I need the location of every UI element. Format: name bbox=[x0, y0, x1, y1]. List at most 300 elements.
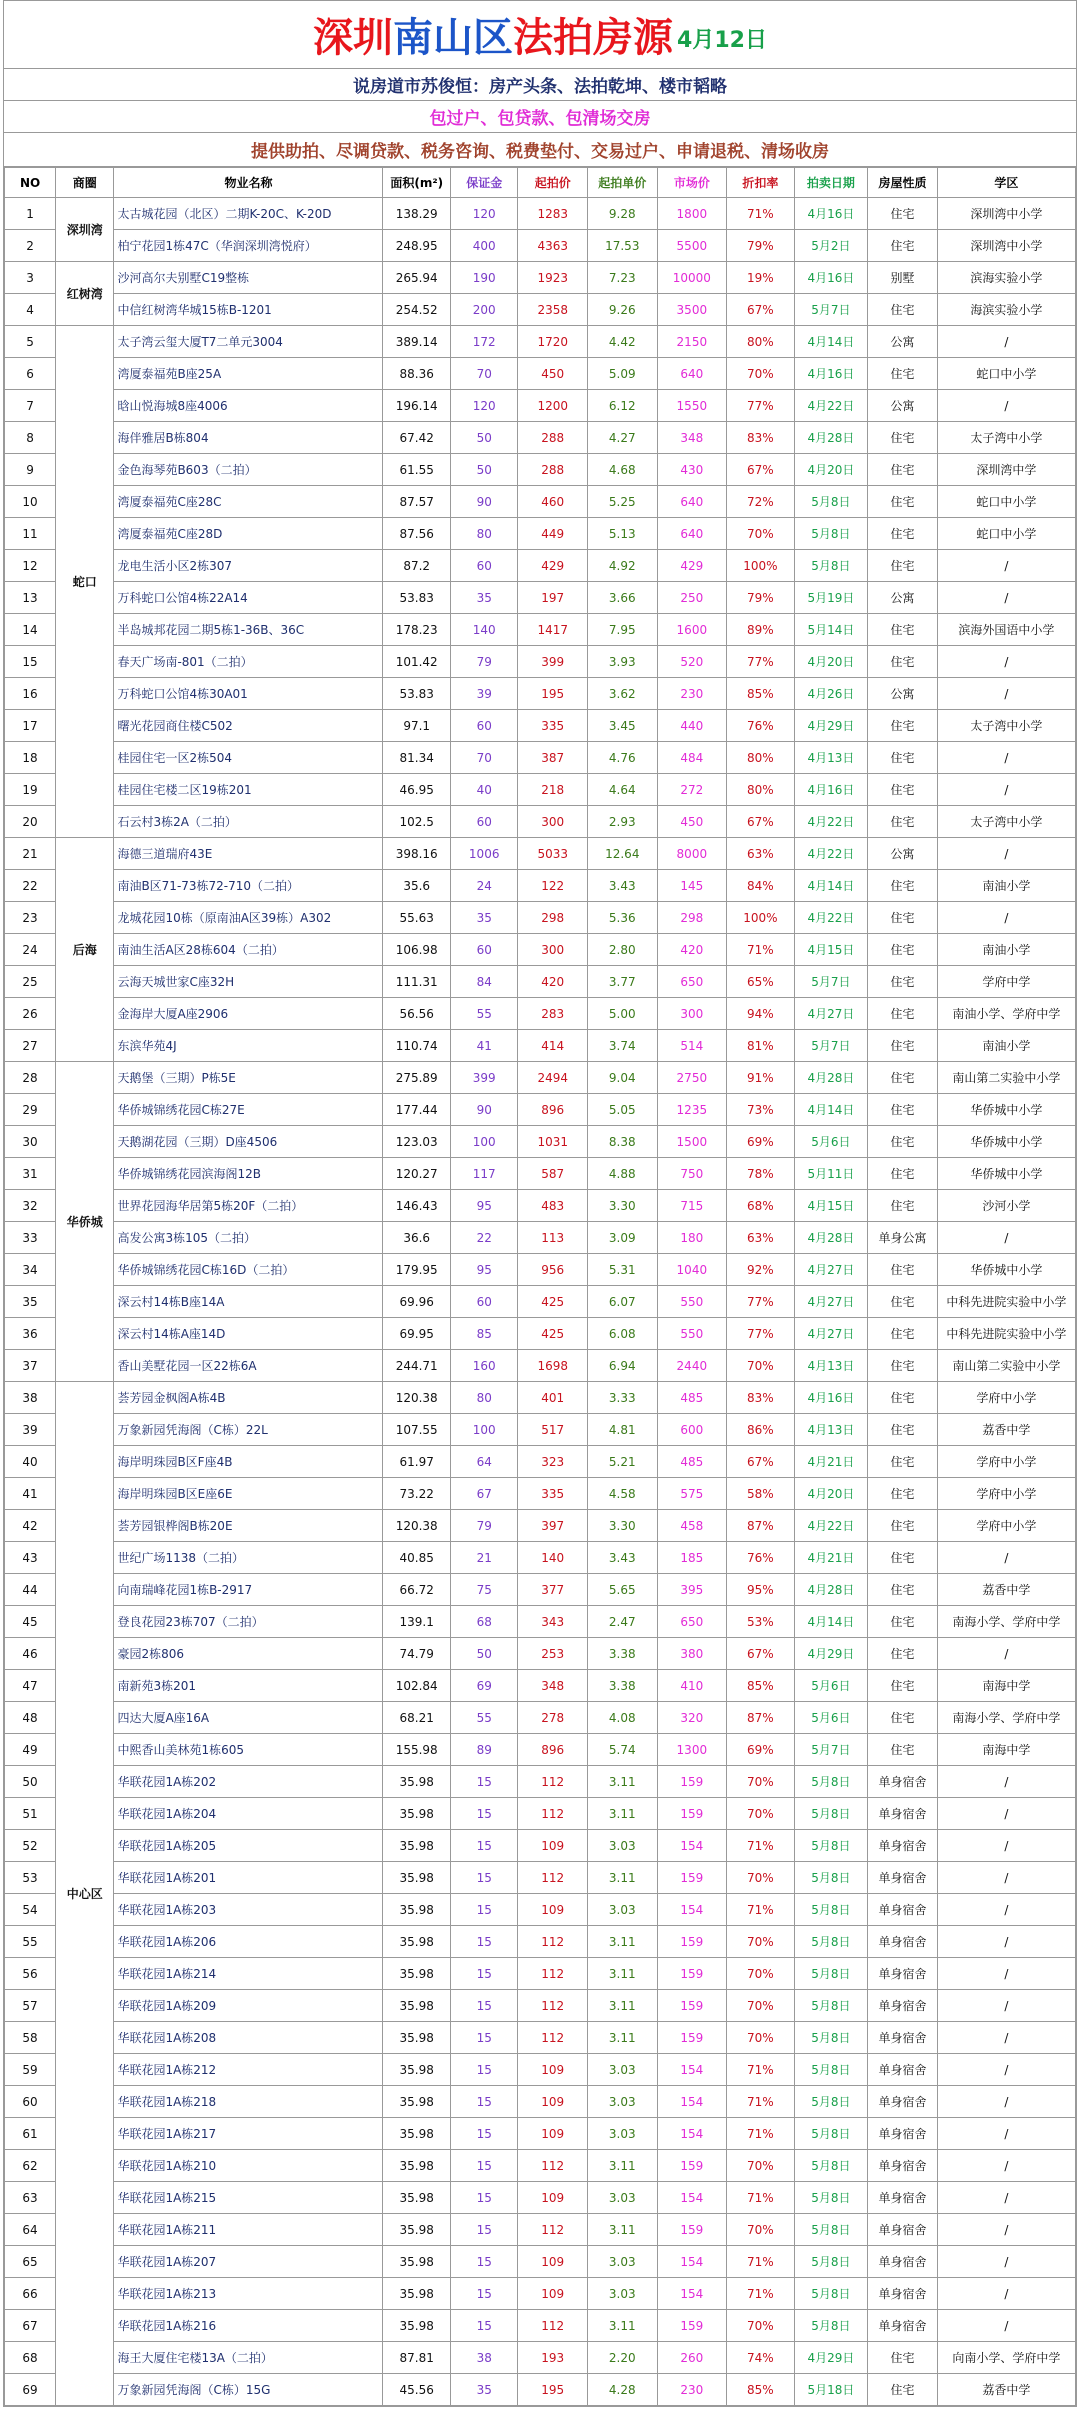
property-type: 单身宿舍 bbox=[868, 1830, 938, 1862]
property-name: 南油B区71-73栋72-710（二拍） bbox=[114, 870, 383, 902]
area-size: 74.79 bbox=[383, 1638, 451, 1670]
table-row bbox=[5, 2086, 1076, 2118]
row-no: 18 bbox=[5, 742, 56, 774]
market-price: 230 bbox=[657, 678, 727, 710]
auction-date: 4月16日 bbox=[794, 262, 868, 294]
market-price: 154 bbox=[657, 1894, 727, 1926]
school-district: 南油小学、学府中学 bbox=[937, 998, 1075, 1030]
table-row bbox=[5, 1446, 1076, 1478]
school-district: 南油小学 bbox=[937, 1030, 1075, 1062]
start-price: 414 bbox=[518, 1030, 588, 1062]
market-price: 5500 bbox=[657, 230, 727, 262]
school-district: / bbox=[937, 742, 1075, 774]
area-size: 138.29 bbox=[383, 198, 451, 230]
start-price: 122 bbox=[518, 870, 588, 902]
auction-date: 5月8日 bbox=[794, 1798, 868, 1830]
school-district: / bbox=[937, 774, 1075, 806]
property-type: 单身宿舍 bbox=[868, 1798, 938, 1830]
discount-rate: 83% bbox=[727, 1382, 795, 1414]
area-size: 35.98 bbox=[383, 1862, 451, 1894]
start-price: 377 bbox=[518, 1574, 588, 1606]
auction-date: 5月18日 bbox=[794, 2374, 868, 2406]
start-price: 109 bbox=[518, 2118, 588, 2150]
deposit: 68 bbox=[450, 1606, 518, 1638]
market-price: 159 bbox=[657, 1990, 727, 2022]
area-size: 196.14 bbox=[383, 390, 451, 422]
start-price: 109 bbox=[518, 2246, 588, 2278]
auction-date: 4月28日 bbox=[794, 1574, 868, 1606]
row-no: 50 bbox=[5, 1766, 56, 1798]
property-type: 住宅 bbox=[868, 1062, 938, 1094]
auction-date: 4月16日 bbox=[794, 358, 868, 390]
market-price: 180 bbox=[657, 1222, 727, 1254]
table-row bbox=[5, 2054, 1076, 2086]
discount-rate: 87% bbox=[727, 1510, 795, 1542]
property-name: 华联花园1A栋215 bbox=[114, 2182, 383, 2214]
area-size: 97.1 bbox=[383, 710, 451, 742]
market-price: 159 bbox=[657, 1958, 727, 1990]
table-row bbox=[5, 1574, 1076, 1606]
property-name: 春天广场南-801（二拍） bbox=[114, 646, 383, 678]
school-district: 深圳湾中学 bbox=[937, 454, 1075, 486]
table-row bbox=[5, 1766, 1076, 1798]
property-name: 华联花园1A栋207 bbox=[114, 2246, 383, 2278]
header-discount: 折扣率 bbox=[727, 168, 795, 198]
property-name: 华侨城锦绣花园C栋27E bbox=[114, 1094, 383, 1126]
unit-price: 4.68 bbox=[588, 454, 658, 486]
property-type: 住宅 bbox=[868, 230, 938, 262]
discount-rate: 70% bbox=[727, 2310, 795, 2342]
start-price: 450 bbox=[518, 358, 588, 390]
unit-price: 3.03 bbox=[588, 2182, 658, 2214]
row-no: 69 bbox=[5, 2374, 56, 2406]
start-price: 109 bbox=[518, 2182, 588, 2214]
row-no: 42 bbox=[5, 1510, 56, 1542]
property-type: 单身宿舍 bbox=[868, 1990, 938, 2022]
unit-price: 6.12 bbox=[588, 390, 658, 422]
unit-price: 3.03 bbox=[588, 2278, 658, 2310]
auction-date: 4月14日 bbox=[794, 870, 868, 902]
header-deposit: 保证金 bbox=[450, 168, 518, 198]
business-area: 深圳湾 bbox=[56, 198, 114, 262]
deposit: 90 bbox=[450, 1094, 518, 1126]
business-area: 华侨城 bbox=[56, 1062, 114, 1382]
row-no: 43 bbox=[5, 1542, 56, 1574]
auction-date: 5月8日 bbox=[794, 518, 868, 550]
property-type: 公寓 bbox=[868, 326, 938, 358]
discount-rate: 70% bbox=[727, 1798, 795, 1830]
start-price: 112 bbox=[518, 1926, 588, 1958]
table-row bbox=[5, 838, 1076, 870]
table-row bbox=[5, 2246, 1076, 2278]
deposit: 55 bbox=[450, 1702, 518, 1734]
market-price: 159 bbox=[657, 1798, 727, 1830]
market-price: 250 bbox=[657, 582, 727, 614]
start-price: 1283 bbox=[518, 198, 588, 230]
market-price: 640 bbox=[657, 358, 727, 390]
auction-date: 4月16日 bbox=[794, 198, 868, 230]
discount-rate: 70% bbox=[727, 358, 795, 390]
area-size: 35.98 bbox=[383, 1958, 451, 1990]
table-row bbox=[5, 614, 1076, 646]
market-price: 154 bbox=[657, 2246, 727, 2278]
market-price: 2750 bbox=[657, 1062, 727, 1094]
table-row bbox=[5, 1830, 1076, 1862]
discount-rate: 70% bbox=[727, 1926, 795, 1958]
area-size: 398.16 bbox=[383, 838, 451, 870]
area-size: 35.98 bbox=[383, 2150, 451, 2182]
school-district: 南油小学 bbox=[937, 870, 1075, 902]
unit-price: 3.11 bbox=[588, 2310, 658, 2342]
unit-price: 3.11 bbox=[588, 2214, 658, 2246]
auction-date: 5月8日 bbox=[794, 2022, 868, 2054]
table-row bbox=[5, 1990, 1076, 2022]
header-school: 学区 bbox=[937, 168, 1075, 198]
property-name: 华联花园1A栋216 bbox=[114, 2310, 383, 2342]
deposit: 67 bbox=[450, 1478, 518, 1510]
deposit: 24 bbox=[450, 870, 518, 902]
school-district: / bbox=[937, 1638, 1075, 1670]
property-name: 天鹅堡（三期）P栋5E bbox=[114, 1062, 383, 1094]
property-name: 海伴雅居B栋804 bbox=[114, 422, 383, 454]
auction-date: 5月8日 bbox=[794, 2182, 868, 2214]
title-city: 深圳 bbox=[313, 15, 394, 61]
area-size: 265.94 bbox=[383, 262, 451, 294]
business-area: 红树湾 bbox=[56, 262, 114, 326]
school-district: 南山第二实验中小学 bbox=[937, 1350, 1075, 1382]
auction-date: 4月22日 bbox=[794, 902, 868, 934]
auction-date: 4月21日 bbox=[794, 1446, 868, 1478]
school-district: / bbox=[937, 2214, 1075, 2246]
school-district: / bbox=[937, 646, 1075, 678]
property-type: 住宅 bbox=[868, 1350, 938, 1382]
auction-date: 5月8日 bbox=[794, 2054, 868, 2086]
market-price: 1800 bbox=[657, 198, 727, 230]
deposit: 117 bbox=[450, 1158, 518, 1190]
start-price: 112 bbox=[518, 2022, 588, 2054]
market-price: 159 bbox=[657, 2310, 727, 2342]
area-size: 68.21 bbox=[383, 1702, 451, 1734]
market-price: 715 bbox=[657, 1190, 727, 1222]
table-row bbox=[5, 1190, 1076, 1222]
unit-price: 2.93 bbox=[588, 806, 658, 838]
property-type: 住宅 bbox=[868, 902, 938, 934]
discount-rate: 67% bbox=[727, 1638, 795, 1670]
row-no: 8 bbox=[5, 422, 56, 454]
table-row bbox=[5, 1126, 1076, 1158]
deposit: 35 bbox=[450, 582, 518, 614]
discount-rate: 65% bbox=[727, 966, 795, 998]
start-price: 1031 bbox=[518, 1126, 588, 1158]
start-price: 1698 bbox=[518, 1350, 588, 1382]
area-size: 275.89 bbox=[383, 1062, 451, 1094]
table-row bbox=[5, 1350, 1076, 1382]
area-size: 46.95 bbox=[383, 774, 451, 806]
discount-rate: 100% bbox=[727, 550, 795, 582]
auction-date: 5月8日 bbox=[794, 1958, 868, 1990]
deposit: 15 bbox=[450, 2086, 518, 2118]
property-name: 华联花园1A栋209 bbox=[114, 1990, 383, 2022]
school-district: / bbox=[937, 2278, 1075, 2310]
property-name: 荟芳园银桦阁B栋20E bbox=[114, 1510, 383, 1542]
discount-rate: 70% bbox=[727, 2214, 795, 2246]
unit-price: 3.03 bbox=[588, 2086, 658, 2118]
school-district: / bbox=[937, 326, 1075, 358]
market-price: 484 bbox=[657, 742, 727, 774]
auction-date: 5月8日 bbox=[794, 1990, 868, 2022]
property-name: 龙电生活小区2栋307 bbox=[114, 550, 383, 582]
row-no: 13 bbox=[5, 582, 56, 614]
auction-date: 5月8日 bbox=[794, 2310, 868, 2342]
unit-price: 3.11 bbox=[588, 1926, 658, 1958]
auction-date: 5月8日 bbox=[794, 1862, 868, 1894]
area-size: 102.5 bbox=[383, 806, 451, 838]
property-type: 单身宿舍 bbox=[868, 2086, 938, 2118]
unit-price: 9.04 bbox=[588, 1062, 658, 1094]
start-price: 449 bbox=[518, 518, 588, 550]
market-price: 420 bbox=[657, 934, 727, 966]
discount-rate: 71% bbox=[727, 934, 795, 966]
row-no: 31 bbox=[5, 1158, 56, 1190]
school-district: / bbox=[937, 2310, 1075, 2342]
row-no: 49 bbox=[5, 1734, 56, 1766]
school-district: 荔香中学 bbox=[937, 1414, 1075, 1446]
start-price: 420 bbox=[518, 966, 588, 998]
school-district: 南海中学 bbox=[937, 1734, 1075, 1766]
row-no: 34 bbox=[5, 1254, 56, 1286]
area-size: 248.95 bbox=[383, 230, 451, 262]
school-district: 太子湾中小学 bbox=[937, 710, 1075, 742]
table-row bbox=[5, 2022, 1076, 2054]
school-district: 南海中学 bbox=[937, 1670, 1075, 1702]
table-row bbox=[5, 998, 1076, 1030]
property-name: 华联花园1A栋218 bbox=[114, 2086, 383, 2118]
property-type: 单身宿舍 bbox=[868, 2310, 938, 2342]
row-no: 1 bbox=[5, 198, 56, 230]
property-type: 住宅 bbox=[868, 1094, 938, 1126]
discount-rate: 80% bbox=[727, 774, 795, 806]
property-type: 公寓 bbox=[868, 678, 938, 710]
deposit: 15 bbox=[450, 1766, 518, 1798]
row-no: 48 bbox=[5, 1702, 56, 1734]
unit-price: 3.93 bbox=[588, 646, 658, 678]
auction-date: 4月22日 bbox=[794, 1510, 868, 1542]
discount-rate: 87% bbox=[727, 1702, 795, 1734]
table-row bbox=[5, 1702, 1076, 1734]
market-price: 440 bbox=[657, 710, 727, 742]
deposit: 89 bbox=[450, 1734, 518, 1766]
market-price: 145 bbox=[657, 870, 727, 902]
deposit: 15 bbox=[450, 1990, 518, 2022]
discount-rate: 91% bbox=[727, 1062, 795, 1094]
unit-price: 3.11 bbox=[588, 1766, 658, 1798]
start-price: 288 bbox=[518, 454, 588, 486]
market-price: 348 bbox=[657, 422, 727, 454]
table-row bbox=[5, 2150, 1076, 2182]
discount-rate: 100% bbox=[727, 902, 795, 934]
deposit: 140 bbox=[450, 614, 518, 646]
property-type: 住宅 bbox=[868, 1670, 938, 1702]
market-price: 10000 bbox=[657, 262, 727, 294]
auction-date: 4月20日 bbox=[794, 454, 868, 486]
row-no: 7 bbox=[5, 390, 56, 422]
property-name: 湾厦泰福苑B座25A bbox=[114, 358, 383, 390]
school-district: 华侨城中小学 bbox=[937, 1158, 1075, 1190]
deposit: 200 bbox=[450, 294, 518, 326]
auction-date: 4月22日 bbox=[794, 838, 868, 870]
start-price: 896 bbox=[518, 1734, 588, 1766]
table-row bbox=[5, 582, 1076, 614]
discount-rate: 76% bbox=[727, 1542, 795, 1574]
property-type: 住宅 bbox=[868, 646, 938, 678]
market-price: 600 bbox=[657, 1414, 727, 1446]
property-type: 公寓 bbox=[868, 390, 938, 422]
start-price: 425 bbox=[518, 1318, 588, 1350]
start-price: 300 bbox=[518, 806, 588, 838]
school-district: / bbox=[937, 582, 1075, 614]
deposit: 40 bbox=[450, 774, 518, 806]
start-price: 109 bbox=[518, 2054, 588, 2086]
school-district: / bbox=[937, 838, 1075, 870]
market-price: 650 bbox=[657, 1606, 727, 1638]
row-no: 32 bbox=[5, 1190, 56, 1222]
deposit: 100 bbox=[450, 1126, 518, 1158]
deposit: 100 bbox=[450, 1414, 518, 1446]
unit-price: 4.58 bbox=[588, 1478, 658, 1510]
property-name: 荟芳园金枫阁A栋4B bbox=[114, 1382, 383, 1414]
start-price: 113 bbox=[518, 1222, 588, 1254]
unit-price: 9.26 bbox=[588, 294, 658, 326]
property-type: 住宅 bbox=[868, 1126, 938, 1158]
market-price: 410 bbox=[657, 1670, 727, 1702]
discount-rate: 70% bbox=[727, 1990, 795, 2022]
unit-price: 9.28 bbox=[588, 198, 658, 230]
start-price: 109 bbox=[518, 2086, 588, 2118]
row-no: 29 bbox=[5, 1094, 56, 1126]
row-no: 56 bbox=[5, 1958, 56, 1990]
discount-rate: 71% bbox=[727, 2086, 795, 2118]
property-type: 住宅 bbox=[868, 358, 938, 390]
unit-price: 3.30 bbox=[588, 1510, 658, 1542]
school-district: / bbox=[937, 902, 1075, 934]
table-header-row bbox=[5, 168, 1076, 198]
discount-rate: 83% bbox=[727, 422, 795, 454]
unit-price: 12.64 bbox=[588, 838, 658, 870]
auction-date: 4月16日 bbox=[794, 1382, 868, 1414]
row-no: 2 bbox=[5, 230, 56, 262]
area-size: 35.98 bbox=[383, 2214, 451, 2246]
start-price: 323 bbox=[518, 1446, 588, 1478]
school-district: / bbox=[937, 1798, 1075, 1830]
area-size: 120.38 bbox=[383, 1510, 451, 1542]
property-name: 华侨城锦绣花园C栋16D（二拍） bbox=[114, 1254, 383, 1286]
start-price: 2494 bbox=[518, 1062, 588, 1094]
auction-date: 5月11日 bbox=[794, 1158, 868, 1190]
school-district: / bbox=[937, 390, 1075, 422]
row-no: 10 bbox=[5, 486, 56, 518]
property-name: 云海天城世家C座32H bbox=[114, 966, 383, 998]
discount-rate: 71% bbox=[727, 198, 795, 230]
table-row bbox=[5, 678, 1076, 710]
row-no: 45 bbox=[5, 1606, 56, 1638]
discount-rate: 68% bbox=[727, 1190, 795, 1222]
row-no: 51 bbox=[5, 1798, 56, 1830]
school-district: / bbox=[937, 1830, 1075, 1862]
row-no: 15 bbox=[5, 646, 56, 678]
market-price: 159 bbox=[657, 1926, 727, 1958]
row-no: 11 bbox=[5, 518, 56, 550]
unit-price: 3.66 bbox=[588, 582, 658, 614]
unit-price: 3.33 bbox=[588, 1382, 658, 1414]
auction-date: 5月8日 bbox=[794, 2278, 868, 2310]
property-name: 华联花园1A栋201 bbox=[114, 1862, 383, 1894]
auction-date: 4月29日 bbox=[794, 2342, 868, 2374]
unit-price: 3.43 bbox=[588, 870, 658, 902]
unit-price: 4.76 bbox=[588, 742, 658, 774]
header-name: 物业名称 bbox=[114, 168, 383, 198]
header-auction-date: 拍卖日期 bbox=[794, 168, 868, 198]
school-district: 学府中小学 bbox=[937, 1478, 1075, 1510]
area-size: 35.98 bbox=[383, 2054, 451, 2086]
deposit: 120 bbox=[450, 198, 518, 230]
school-district: 中科先进院实验中小学 bbox=[937, 1286, 1075, 1318]
market-price: 272 bbox=[657, 774, 727, 806]
discount-rate: 76% bbox=[727, 710, 795, 742]
start-price: 956 bbox=[518, 1254, 588, 1286]
row-no: 60 bbox=[5, 2086, 56, 2118]
auction-date: 4月15日 bbox=[794, 934, 868, 966]
market-price: 159 bbox=[657, 1862, 727, 1894]
market-price: 1300 bbox=[657, 1734, 727, 1766]
row-no: 26 bbox=[5, 998, 56, 1030]
property-name: 四达大厦A座16A bbox=[114, 1702, 383, 1734]
school-district: 荔香中学 bbox=[937, 1574, 1075, 1606]
area-size: 35.98 bbox=[383, 1926, 451, 1958]
discount-rate: 58% bbox=[727, 1478, 795, 1510]
deposit: 60 bbox=[450, 710, 518, 742]
table-row bbox=[5, 1926, 1076, 1958]
discount-rate: 71% bbox=[727, 1830, 795, 1862]
school-district: / bbox=[937, 1990, 1075, 2022]
deposit: 39 bbox=[450, 678, 518, 710]
unit-price: 4.88 bbox=[588, 1158, 658, 1190]
table-row bbox=[5, 1382, 1076, 1414]
property-name: 太子湾云玺大厦T7二单元3004 bbox=[114, 326, 383, 358]
deposit: 60 bbox=[450, 934, 518, 966]
header-property-type: 房屋性质 bbox=[868, 168, 938, 198]
property-type: 单身宿舍 bbox=[868, 1958, 938, 1990]
area-size: 146.43 bbox=[383, 1190, 451, 1222]
property-name: 高发公寓3栋105（二拍） bbox=[114, 1222, 383, 1254]
row-no: 47 bbox=[5, 1670, 56, 1702]
subtitle-offerings: 提供助拍、尽调贷款、税务咨询、税费垫付、交易过户、申请退税、清场收房 bbox=[4, 133, 1076, 167]
school-district: 海滨实验小学 bbox=[937, 294, 1075, 326]
auction-date: 5月8日 bbox=[794, 2246, 868, 2278]
row-no: 25 bbox=[5, 966, 56, 998]
start-price: 5033 bbox=[518, 838, 588, 870]
auction-date: 4月27日 bbox=[794, 1318, 868, 1350]
market-price: 550 bbox=[657, 1318, 727, 1350]
property-type: 单身宿舍 bbox=[868, 1862, 938, 1894]
area-size: 389.14 bbox=[383, 326, 451, 358]
property-type: 单身公寓 bbox=[868, 1222, 938, 1254]
school-district: 南油小学 bbox=[937, 934, 1075, 966]
start-price: 1417 bbox=[518, 614, 588, 646]
property-type: 住宅 bbox=[868, 2374, 938, 2406]
row-no: 21 bbox=[5, 838, 56, 870]
property-name: 南油生活A区28栋604（二拍） bbox=[114, 934, 383, 966]
deposit: 85 bbox=[450, 1318, 518, 1350]
